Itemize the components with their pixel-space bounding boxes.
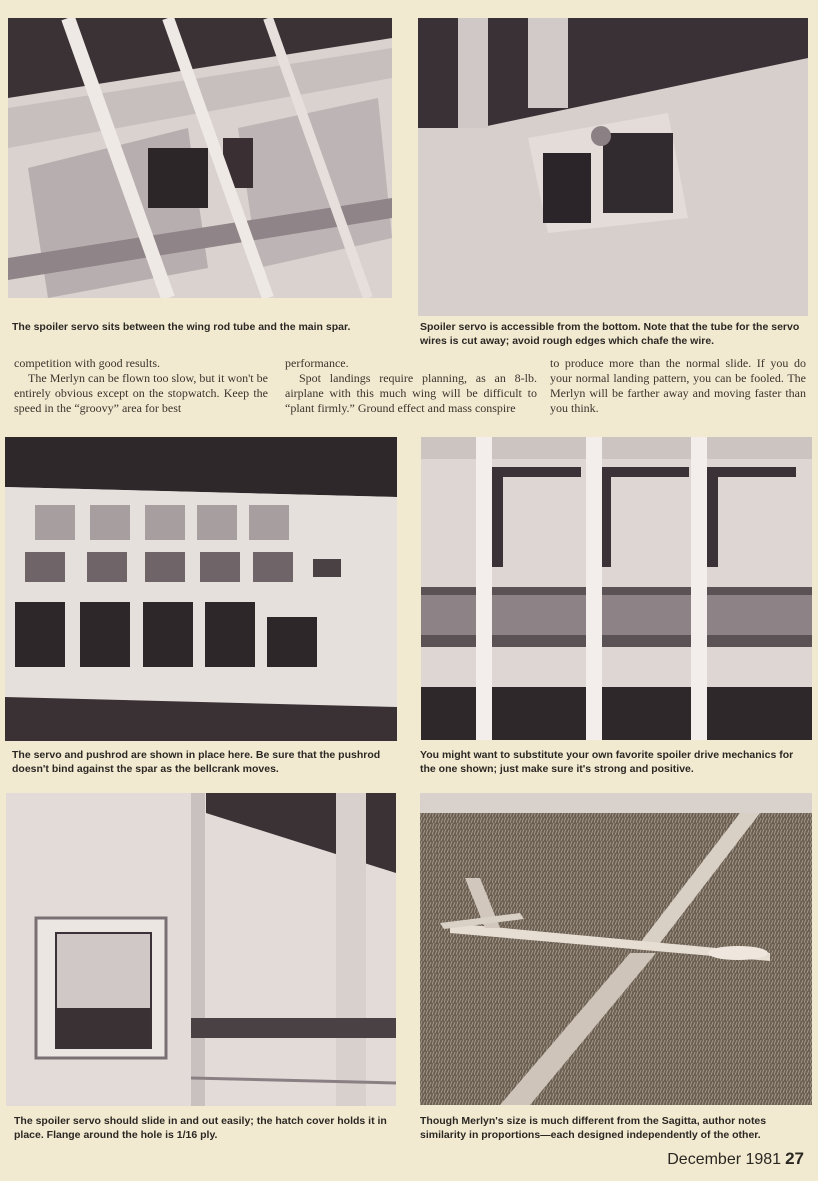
- body-paragraph: to produce more than the normal slide. If you do your normal landing pattern, you can be fooled. The Merlyn will be farther away and moving faster than you think.: [550, 356, 806, 415]
- body-column-3: [550, 356, 806, 416]
- caption-bottom-left: The spoiler servo should slide in and out easily; the hatch cover holds it in place. Flange around the hole is 1/16 ply.: [14, 1115, 387, 1141]
- caption-top-right: Spoiler servo is accessible from the bottom. Note that the tube for the servo wires is cut away; avoid rough edges which chafe the wire.: [420, 321, 800, 347]
- caption-top-left: The spoiler servo sits between the wing rod tube and the main spar.: [12, 321, 351, 333]
- body-paragraph: competition with good results.: [14, 356, 160, 370]
- wing-rod-servo-photo: [8, 18, 392, 298]
- page-footer: [667, 1149, 804, 1169]
- page-number: 27: [785, 1149, 804, 1168]
- caption-mid-right: You might want to substitute your own favorite spoiler drive mechanics for the one shown; just make sure it's strong and positive.: [420, 749, 794, 775]
- body-paragraph: Spot landings require planning, as an 8-lb. airplane with this much wing will be difficult to “plant firmly.” Ground effect and mass conspire: [285, 371, 537, 415]
- caption-mid-left: The servo and pushrod are shown in place here. Be sure that the pushrod doesn't bind against the spar as the bellcrank moves.: [12, 749, 381, 775]
- body-column-2: [285, 356, 537, 416]
- spoiler-mechanics-photo: [421, 437, 812, 740]
- body-paragraph: performance.: [285, 356, 349, 370]
- hatch-photo: [6, 793, 396, 1106]
- body-column-1: [14, 356, 268, 416]
- caption-bottom-right: Though Merlyn's size is much different from the Sagitta, author notes similarity in proportions—each designed independently of the other.: [420, 1115, 767, 1141]
- servo-bottom-photo: [418, 18, 808, 316]
- glider-on-grass-photo: [420, 793, 812, 1105]
- issue-date: December 1981: [667, 1151, 782, 1168]
- pushrod-photo: [5, 437, 397, 741]
- body-paragraph: The Merlyn can be flown too slow, but it won't be entirely obvious except on the stopwatch. Keep the speed in the “groovy” area for best: [14, 371, 268, 415]
